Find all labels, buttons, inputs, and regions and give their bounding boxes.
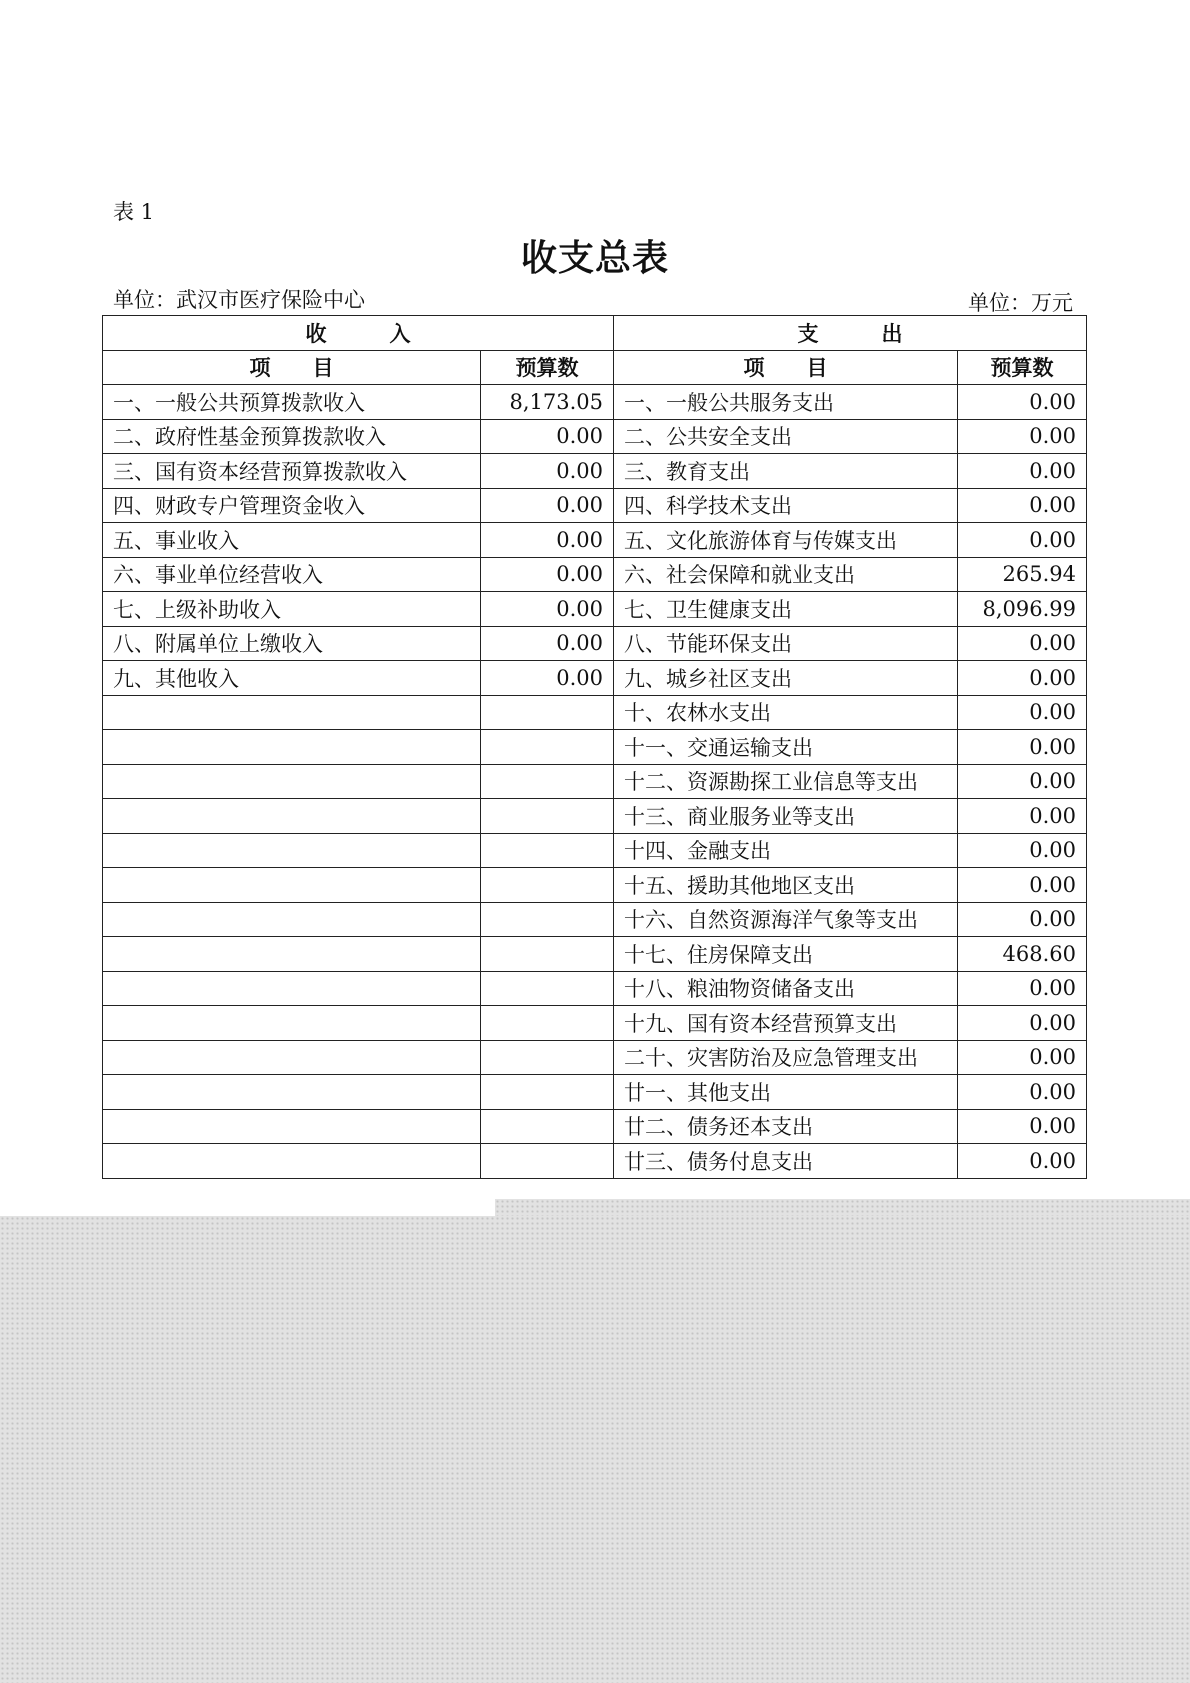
expense-item-cell: 廿三、债务付息支出	[614, 1144, 958, 1179]
expense-value-cell: 8,096.99	[958, 592, 1087, 627]
income-value-cell	[481, 971, 614, 1006]
income-item-cell	[103, 1075, 481, 1110]
expense-value-cell: 0.00	[958, 661, 1087, 696]
income-item-cell: 六、事业单位经营收入	[103, 557, 481, 592]
table-row	[103, 695, 1087, 730]
income-budget-header: 预算数	[481, 350, 614, 385]
expense-item-cell: 九、城乡社区支出	[614, 661, 958, 696]
expense-value-cell: 0.00	[958, 419, 1087, 454]
expense-item-cell: 廿一、其他支出	[614, 1075, 958, 1110]
income-item-cell: 五、事业收入	[103, 523, 481, 558]
expense-value-cell: 0.00	[958, 488, 1087, 523]
expense-value-cell: 0.00	[958, 764, 1087, 799]
income-value-cell: 0.00	[481, 557, 614, 592]
expense-value-cell: 0.00	[958, 730, 1087, 765]
income-item-cell	[103, 971, 481, 1006]
income-item-cell: 八、附属单位上缴收入	[103, 626, 481, 661]
budget-rows	[103, 385, 1087, 1179]
income-item-cell	[103, 1109, 481, 1144]
income-value-cell	[481, 937, 614, 972]
income-value-cell	[481, 799, 614, 834]
income-value-cell: 8,173.05	[481, 385, 614, 420]
currency-unit: 单位：万元	[968, 291, 1073, 315]
income-item-cell	[103, 799, 481, 834]
income-value-cell	[481, 1006, 614, 1041]
income-item-cell: 一、一般公共预算拨款收入	[103, 385, 481, 420]
expense-value-cell: 265.94	[958, 557, 1087, 592]
expense-value-cell: 0.00	[958, 1006, 1087, 1041]
table-row	[103, 385, 1087, 420]
income-value-cell	[481, 1075, 614, 1110]
income-item-cell	[103, 730, 481, 765]
table-row	[103, 661, 1087, 696]
expense-value-cell: 0.00	[958, 868, 1087, 903]
expense-item-cell: 四、科学技术支出	[614, 488, 958, 523]
table-row	[103, 902, 1087, 937]
expense-item-cell: 三、教育支出	[614, 454, 958, 489]
table-row	[103, 1040, 1087, 1075]
expense-item-cell: 廿二、债务还本支出	[614, 1109, 958, 1144]
income-value-cell: 0.00	[481, 626, 614, 661]
expense-value-cell: 0.00	[958, 971, 1087, 1006]
expense-value-cell: 0.00	[958, 1144, 1087, 1179]
expense-value-cell: 0.00	[958, 833, 1087, 868]
expense-value-cell: 0.00	[958, 385, 1087, 420]
expense-value-cell: 0.00	[958, 1109, 1087, 1144]
table-row	[103, 937, 1087, 972]
table-row	[103, 557, 1087, 592]
section-header-row	[103, 316, 1087, 351]
income-value-cell: 0.00	[481, 661, 614, 696]
column-header-row	[103, 350, 1087, 385]
income-item-cell	[103, 902, 481, 937]
expense-item-cell: 十三、商业服务业等支出	[614, 799, 958, 834]
expense-item-cell: 十一、交通运输支出	[614, 730, 958, 765]
income-item-cell	[103, 695, 481, 730]
table-row	[103, 626, 1087, 661]
income-item-cell	[103, 833, 481, 868]
income-item-cell: 二、政府性基金预算拨款收入	[103, 419, 481, 454]
expense-item-cell: 五、文化旅游体育与传媒支出	[614, 523, 958, 558]
income-value-cell	[481, 902, 614, 937]
table-row	[103, 454, 1087, 489]
income-item-cell: 三、国有资本经营预算拨款收入	[103, 454, 481, 489]
expense-item-cell: 十二、资源勘探工业信息等支出	[614, 764, 958, 799]
income-item-cell	[103, 1006, 481, 1041]
expense-value-cell: 0.00	[958, 695, 1087, 730]
page-title: 收支总表	[520, 237, 669, 279]
expense-value-cell: 0.00	[958, 902, 1087, 937]
income-item-cell	[103, 1040, 481, 1075]
income-value-cell: 0.00	[481, 454, 614, 489]
expense-value-cell: 0.00	[958, 1075, 1087, 1110]
expense-value-cell: 0.00	[958, 1040, 1087, 1075]
income-value-cell: 0.00	[481, 592, 614, 627]
table-row	[103, 1109, 1087, 1144]
expense-budget-header: 预算数	[958, 350, 1087, 385]
table-row	[103, 592, 1087, 627]
table-number: 表 1	[113, 200, 155, 224]
table-row	[103, 868, 1087, 903]
expense-item-cell: 八、节能环保支出	[614, 626, 958, 661]
expense-item-header: 项 目	[614, 350, 958, 385]
expense-value-cell: 0.00	[958, 523, 1087, 558]
expense-item-cell: 十六、自然资源海洋气象等支出	[614, 902, 958, 937]
expense-value-cell: 468.60	[958, 937, 1087, 972]
organization-unit: 单位：武汉市医疗保险中心	[113, 288, 365, 312]
income-item-cell: 四、财政专户管理资金收入	[103, 488, 481, 523]
expense-item-cell: 十九、国有资本经营预算支出	[614, 1006, 958, 1041]
table-row	[103, 799, 1087, 834]
income-item-header: 项 目	[103, 350, 481, 385]
table-row	[103, 1006, 1087, 1041]
income-value-cell	[481, 1109, 614, 1144]
income-item-cell	[103, 868, 481, 903]
income-value-cell: 0.00	[481, 488, 614, 523]
expense-item-cell: 十四、金融支出	[614, 833, 958, 868]
table-row	[103, 488, 1087, 523]
scan-noise-overlay-edge	[495, 1199, 1190, 1217]
table-row	[103, 764, 1087, 799]
income-item-cell	[103, 937, 481, 972]
table-row	[103, 1075, 1087, 1110]
expense-item-cell: 六、社会保障和就业支出	[614, 557, 958, 592]
income-item-cell	[103, 764, 481, 799]
expense-section-header: 支 出	[614, 316, 1087, 351]
income-value-cell: 0.00	[481, 419, 614, 454]
expense-item-cell: 十八、粮油物资储备支出	[614, 971, 958, 1006]
expense-item-cell: 一、一般公共服务支出	[614, 385, 958, 420]
table-row	[103, 523, 1087, 558]
income-value-cell	[481, 695, 614, 730]
income-item-cell: 九、其他收入	[103, 661, 481, 696]
income-value-cell	[481, 730, 614, 765]
income-value-cell	[481, 1144, 614, 1179]
income-item-cell: 七、上级补助收入	[103, 592, 481, 627]
budget-summary-table	[102, 315, 1087, 1179]
expense-item-cell: 十、农林水支出	[614, 695, 958, 730]
expense-item-cell: 十五、援助其他地区支出	[614, 868, 958, 903]
expense-item-cell: 二十、灾害防治及应急管理支出	[614, 1040, 958, 1075]
expense-item-cell: 十七、住房保障支出	[614, 937, 958, 972]
table-row	[103, 730, 1087, 765]
income-value-cell: 0.00	[481, 523, 614, 558]
expense-value-cell: 0.00	[958, 626, 1087, 661]
income-value-cell	[481, 833, 614, 868]
table-row	[103, 971, 1087, 1006]
income-value-cell	[481, 764, 614, 799]
table-row	[103, 833, 1087, 868]
scan-noise-overlay	[0, 1216, 1190, 1683]
income-section-header: 收 入	[103, 316, 614, 351]
table-row	[103, 1144, 1087, 1179]
income-item-cell	[103, 1144, 481, 1179]
expense-item-cell: 二、公共安全支出	[614, 419, 958, 454]
table-row	[103, 419, 1087, 454]
expense-value-cell: 0.00	[958, 454, 1087, 489]
income-value-cell	[481, 868, 614, 903]
expense-value-cell: 0.00	[958, 799, 1087, 834]
income-value-cell	[481, 1040, 614, 1075]
expense-item-cell: 七、卫生健康支出	[614, 592, 958, 627]
